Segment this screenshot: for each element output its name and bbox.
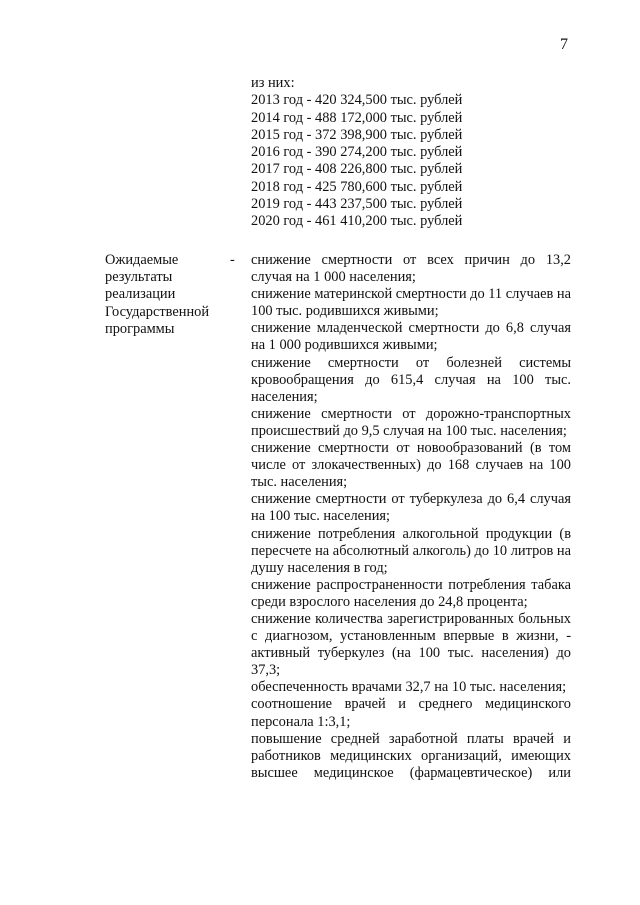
expected-results-list: [251, 252, 571, 782]
result-item: снижение смертности от туберкулеза до 6,4 случая на 100 тыс. населения;: [251, 491, 571, 525]
result-item: снижение потребления алкогольной продукции (в пересчете на абсолютный алкоголь) до 10 литров на душу населения в год;: [251, 525, 571, 576]
result-item: снижение смертности от дорожно-транспортных происшествий до 9,5 случая на 100 тыс. населения;: [251, 405, 571, 439]
result-item: снижение смертности от новообразований (в том числе от злокачественных) до 168 случаев на 100 тыс. населения;: [251, 440, 571, 491]
label-dash: -: [230, 252, 235, 268]
result-item: повышение средней заработной платы врачей и работников медицинских организаций, имеющих высшее медицинское (фармацевтическое) или: [251, 730, 571, 781]
budget-year-line: 2018 год - 425 780,600 тыс. рублей: [251, 178, 463, 195]
section-label: [105, 252, 223, 338]
section-label-line: результаты: [105, 269, 173, 286]
result-item: обеспеченность врачами 32,7 на 10 тыс. населения;: [251, 679, 567, 696]
budget-year-line: 2020 год - 461 410,200 тыс. рублей: [251, 213, 463, 230]
section-label-line: Государственной: [105, 303, 210, 320]
budget-year-line: 2015 год - 372 398,900 тыс. рублей: [251, 126, 463, 143]
budget-year-line: 2016 год - 390 274,200 тыс. рублей: [251, 144, 463, 161]
result-item: снижение материнской смертности до 11 случаев на 100 тыс. родившихся живыми;: [251, 286, 571, 320]
budget-year-line: 2014 год - 488 172,000 тыс. рублей: [251, 109, 463, 126]
page-number: 7: [560, 36, 568, 53]
result-item: соотношение врачей и среднего медицинского персонала 1:3,1;: [251, 696, 571, 730]
budget-intro: из них:: [251, 75, 295, 91]
result-item: снижение смертности от болезней системы кровообращения до 615,4 случая на 100 тыс. населения;: [251, 354, 571, 405]
budget-year-line: 2019 год - 443 237,500 тыс. рублей: [251, 196, 463, 213]
section-label-line: программы: [105, 320, 175, 337]
budget-year-line: 2017 год - 408 226,800 тыс. рублей: [251, 161, 463, 178]
budget-breakdown: [251, 75, 462, 231]
budget-year-line: 2013 год - 420 324,500 тыс. рублей: [251, 92, 463, 109]
result-item: снижение количества зарегистрированных больных с диагнозом, установленным впервые в жизни, - активный туберкулез (на 100 тыс. населения) до 37,3;: [251, 610, 571, 679]
section-label-line: Ожидаемые: [105, 252, 179, 268]
result-item: снижение распространенности потребления табака среди взрослого населения до 24,8 процента;: [251, 576, 571, 610]
section-label-line: реализации: [105, 286, 176, 303]
result-item: снижение смертности от всех причин до 13,2 случая на 1 000 населения;: [251, 252, 571, 286]
result-item: снижение младенческой смертности до 6,8 случая на 1 000 родившихся живыми;: [251, 320, 571, 354]
